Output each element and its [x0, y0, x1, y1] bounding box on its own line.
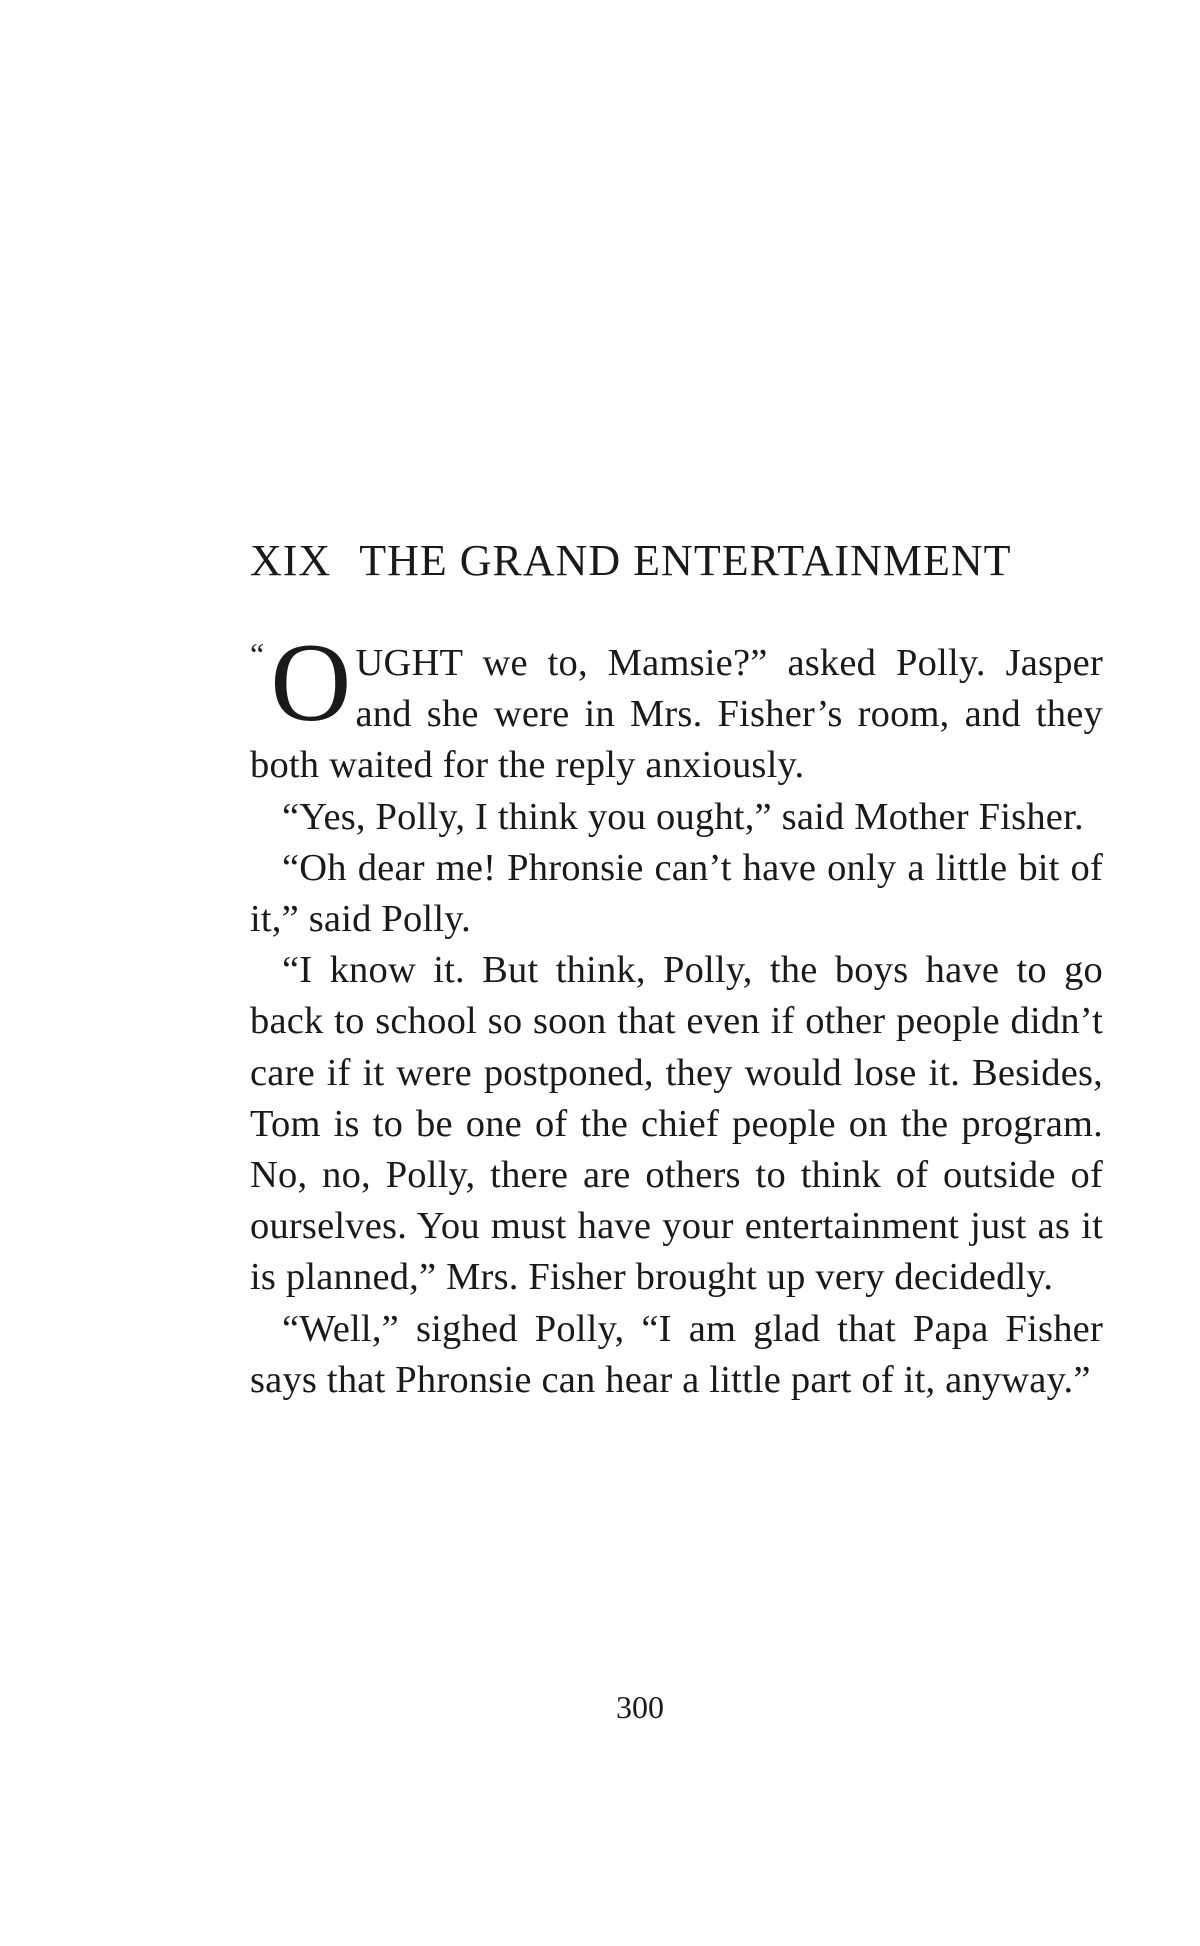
paragraph-text: “Yes, Polly, I think you ought,” said Mother Fisher. — [282, 795, 1084, 838]
paragraph-text: “I know it. But think, Polly, the boys have to go back to school so soon that even if other people didn’t care if it were postponed, they would lose it. Besides, Tom is to be one of the chief people on the program. No, no, Polly, there are others to think of outside of ourselves. You must have your entertainment just as it is planned,” Mrs. Fisher brought up very decidedly. — [250, 949, 1103, 1299]
paragraph-5 — [250, 1304, 1103, 1406]
page-number: 300 — [616, 1689, 664, 1725]
body-text — [250, 621, 1103, 1406]
chapter-title: THE GRAND ENTERTAINMENT — [359, 536, 1012, 585]
opening-quote-mark: “ — [250, 636, 265, 672]
drop-cap: O — [270, 621, 352, 745]
chapter-heading — [250, 533, 1100, 589]
paragraph-3 — [250, 843, 1103, 945]
paragraph-2 — [250, 792, 1103, 843]
paragraph-text: “Oh dear me! Phronsie can’t have only a little bit of it,” said Polly. — [250, 846, 1103, 941]
paragraph-text: “Well,” sighed Polly, “I am glad that Papa Fisher says that Phronsie can hear a little part of it, anyway.” — [250, 1307, 1103, 1401]
chapter-number: XIX — [250, 536, 332, 585]
paragraph-4 — [250, 945, 1103, 1303]
paragraph-1 — [250, 621, 1103, 792]
paragraph-text: UGHT we to, Mamsie?” asked Polly. Jasper and she were in Mrs. Fisher’s room, and they both waited for the reply anxiously. — [250, 642, 1103, 787]
